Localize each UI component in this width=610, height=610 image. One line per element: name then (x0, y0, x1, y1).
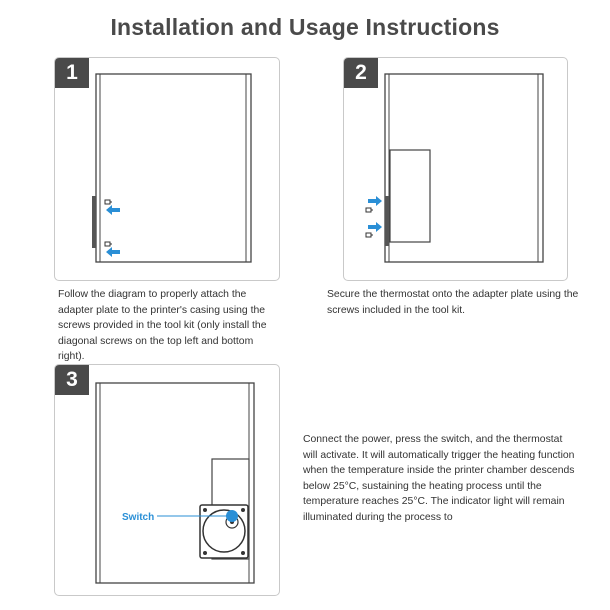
step-3-description: Connect the power, press the switch, and the thermostat will activate. It will automatically trigger the heating function when the temperature inside the printer chamber descends below 25°C, sustaining the heating process until the temperature reaches 25°C. The indicator light will remain illuminated during the process to (303, 434, 575, 523)
step-1-panel (54, 57, 280, 281)
screw-head-icon (203, 508, 207, 512)
switch-indicator-icon (226, 510, 238, 522)
screw-head-icon (203, 551, 207, 555)
adapter-plate-edge (92, 196, 96, 248)
step-2-diagram (344, 58, 567, 280)
printer-casing (96, 74, 251, 262)
screw-icon (366, 233, 373, 237)
arrow-left-icon (106, 247, 120, 257)
screw-icon (105, 242, 112, 246)
adapter-plate-edge (385, 196, 389, 246)
step-3-panel (54, 364, 280, 596)
arrow-left-icon (106, 205, 120, 215)
step-3-badge: 3 (55, 365, 89, 395)
step-2-description: Secure the thermostat onto the adapter plate using the screws included in the tool kit. (327, 289, 579, 316)
step-3-diagram (55, 365, 279, 595)
arrow-right-icon (368, 222, 382, 232)
switch-label: Switch (122, 512, 155, 523)
step-2-badge: 2 (344, 58, 378, 88)
step-2-panel (343, 57, 568, 281)
step-1-description: Follow the diagram to properly attach the adapter plate to the printer's casing using the screws provided in the tool kit (only install the diagonal screws on the top left and bottom right). (58, 289, 267, 362)
thermostat-box (390, 150, 430, 242)
screw-head-icon (241, 508, 245, 512)
step-1-diagram (55, 58, 279, 280)
step-1-badge: 1 (55, 58, 89, 88)
screw-icon (105, 200, 112, 204)
screw-icon (366, 208, 373, 212)
screw-head-icon (241, 551, 245, 555)
page-title: Installation and Usage Instructions (110, 14, 500, 40)
arrow-right-icon (368, 196, 382, 206)
